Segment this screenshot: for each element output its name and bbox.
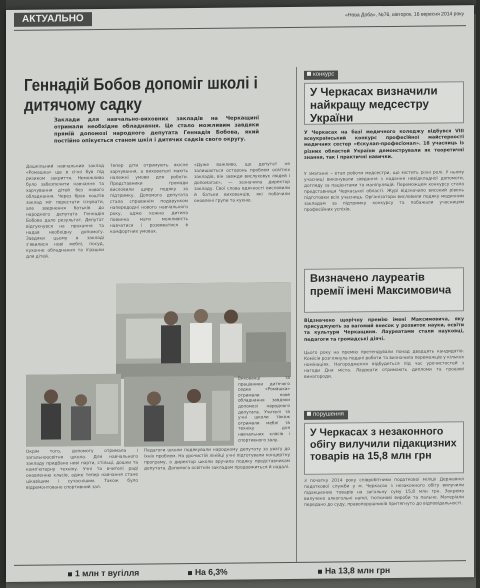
bottom-item-3: На 13,8 млн грн (318, 565, 390, 576)
issue-info: «Нова Доба», №76, вівторок, 16 вересня 2014 року (345, 11, 464, 19)
left-article-col1: Дошкільний навчальний заклад «Ромашка» ще в січні був під ризиком закриття. Неможливо було забезпечити навчання та харчування дітей без нового обладнання. Через брак коштів заклад міг перестати існувати, але звернення батьків до народного депутата Геннадія Бобова дало результат. Депутат відгукнувся на прохання та надав необхідну допомогу. Завдяки цьому в закладі з'явилися нові меблі, посуд, кухонне обладнання та іграшки для дітей. (26, 163, 104, 260)
left-article-lead: Заклади для навчально-виховних закладів на Черкащині отримали необхідне обладнання. Це стало можливим завдяки прямій допомозі народного депутата Геннадія Бобова, який постійно опікується станом шкіл і дитячих садків свого округу. (54, 115, 259, 145)
left-article-lower-col2: Педагоги школи подякували народному депутату за увагу до їхніх проблем. На урочистій лінійці учні підготували концертну програму, а директор школи вручила подяку представникам депутата. Допомога освітнім закладам продовжиться й надалі. (144, 447, 290, 472)
square-bullet-icon (188, 571, 192, 575)
right-mid-lead: Відзначено щорічну премію імені Максимовича, яку присуджують за вагомий внесок у розвиток науки, освіти та культури Черкащини. Лауреатами стали науковці, педагоги та громадські діячі. (304, 317, 464, 343)
bottom-item-1: 1 млн т вугілля (68, 568, 139, 579)
article-photo-bottom (124, 376, 234, 447)
section-tag-violation: порушення (304, 410, 348, 419)
right-mid-headline-box (304, 267, 464, 313)
rubric-label: АКТУАЛЬНО (14, 12, 92, 27)
right-bottom-headline-box (304, 421, 464, 475)
page-header (6, 5, 474, 28)
right-top-lead: У Черкасах на базі медичного коледжу відбувся VIII всеукраїнський конкурс професійної майстерності медичних сестер «Єскулап-професіонал». 18 учасниць із різних областей України демонстрували як теоретичні знання, так і практичні навички. (304, 129, 464, 161)
bottom-strip (6, 563, 474, 582)
right-top-title: У Черкасах визначили найкращу медсестру України (310, 85, 438, 125)
section-tag-contest: конкурс (304, 71, 338, 80)
left-article-title: Геннадій Бобов допоміг школі і дитячому садку (24, 73, 258, 115)
square-bullet-icon (307, 72, 311, 76)
bottom-item-2: На 6,3% (188, 567, 228, 577)
square-bullet-icon (307, 412, 311, 416)
right-top-headline-box (304, 81, 464, 125)
left-article-lower-col1: Окрім того, допомогу отримала і загальноосвітня школа. Для навчального закладу придбано нові парти, стільці, дошки та комп'ютерну техніку. Учні та вчителі раді оновленню класів, адже тепер навчання стане цікавішим і сучаснішим. Також було відремонтовано спортивний зал. (26, 448, 138, 491)
right-mid-title: Визначено лауреатів премії імені Максимовича (310, 271, 452, 298)
photo-caption: Вихованці та працівники дитячого садка «Ромашка» отримали нове обладнання завдяки допомозі народного депутата. Учителі та учні школи також отримали меблі та техніку для навчальних класів і спортивного залу. (238, 375, 290, 443)
window-frame-right (476, 0, 480, 588)
left-article-col2: Тепер діти отримують якісне харчування, а вихователі мають належні умови для роботи. Представники громади висловили щиру подяку за підтримку. Допомога депутата стала справжнім подарунком напередодні нового навчального року, адже кожна дитина повинна мати можливість навчатися і розвиватися в комфортних умовах. (110, 163, 188, 235)
square-bullet-icon (318, 569, 322, 573)
left-article-col3: «Дуже важливо, що депутат не залишається осторонь проблем освітніх закладів, він завжди вислуховує людей і допомагає», — зазначила директор закладу. Свої слова вдячності висловили й батьки вихованців, які побачили оновлені групи та кухню. (194, 162, 290, 205)
article-photo-top (116, 282, 291, 379)
right-mid-body: Цього року на премію претендували понад двадцять кандидатів. Комісія розглянула подані роботи та визначила переможців у кількох номінаціях. Нагородження відбудеться під час урочистостей з нагоди Дня міста. Лауреати отримають дипломи та грошові винагороди. (304, 349, 464, 380)
newspaper-page (6, 5, 474, 582)
column-divider (296, 67, 297, 562)
right-bottom-body: З початку 2014 року співробітники податкової міліції Державної податкової служби у м. Черкасах з незаконного обігу вилучили підакцизних товарів на загальну суму 15,8 млн грн. Зокрема вилучено алкогольні напої, тютюнові вироби та пальне. Матеріали передано до суду, правопорушників притягнуто до відповідальності. (304, 477, 464, 508)
article-photo-small (26, 374, 121, 447)
square-bullet-icon (68, 572, 72, 576)
right-top-body: У змаганні – етап роботи медсестри, що містить різні ролі. У ньому учасниці виконували завдання з надання невідкладної допомоги, догляду за пацієнтами та маніпуляцій. Переможцем конкурсу стала представниця Черкаської області. Журі відзначило високий рівень підготовки всіх учасниць. Організатори висловили подяку медичним закладам за підтримку конкурсу та побажали учасницям професійних успіхів. (304, 170, 464, 213)
right-bottom-title: У Черкасах з незаконного обігу вилучили підакцизних товарів на 15,8 млн грн (310, 425, 457, 463)
